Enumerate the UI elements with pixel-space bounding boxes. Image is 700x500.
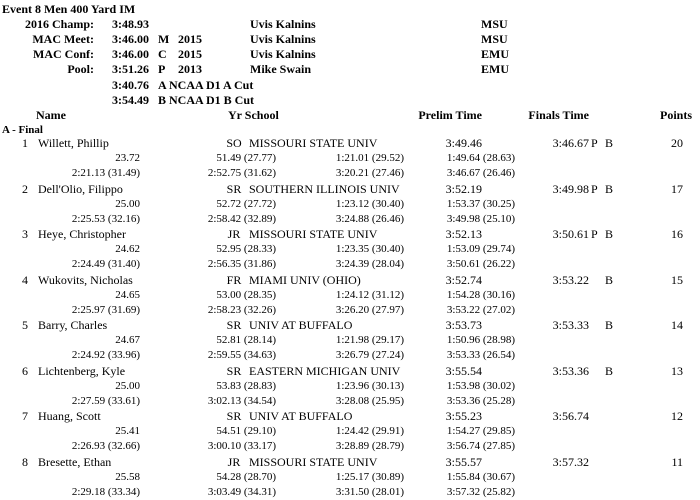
split-time: 2:25.97 (31.69) bbox=[71, 303, 140, 316]
prelim-time: 3:55.23 bbox=[445, 409, 482, 423]
split-time: 53.00 (28.35) bbox=[216, 288, 276, 301]
split-time: 1:54.28 (30.16) bbox=[446, 288, 515, 301]
place: 6 bbox=[22, 363, 28, 378]
finals-time: 3:50.61 bbox=[552, 227, 589, 241]
split-time: 2:27.59 (33.61) bbox=[71, 394, 140, 407]
split-time: 1:54.27 (29.85) bbox=[446, 425, 515, 437]
record-school: EMU bbox=[481, 47, 509, 61]
split-time: 2:21.13 (31.49) bbox=[71, 167, 140, 179]
record-school: MSU bbox=[481, 32, 508, 46]
swimmer-year: SR bbox=[226, 181, 242, 196]
record-holder: Uvis Kalnins bbox=[250, 17, 316, 31]
split-time: 52.81 (28.14) bbox=[216, 334, 276, 346]
place: 8 bbox=[22, 454, 28, 469]
col-header-finals: Finals Time bbox=[528, 108, 589, 122]
event-title: Event 8 Men 400 Yard IM bbox=[2, 2, 136, 16]
prelim-time: 3:52.74 bbox=[445, 272, 482, 287]
swimmer-year: SO bbox=[226, 136, 242, 150]
record-year: 2013 bbox=[178, 62, 202, 76]
swimmer-school: MISSOURI STATE UNIV bbox=[249, 136, 378, 150]
split-time: 2:56.35 (31.86) bbox=[207, 258, 276, 270]
finals-time: 3:46.67 bbox=[552, 136, 589, 150]
cut-code: B bbox=[605, 272, 614, 287]
split-time: 25.58 bbox=[115, 470, 140, 483]
split-time: 3:53.22 (27.02) bbox=[446, 303, 515, 316]
swimmer-name: Dell'Olio, Filippo bbox=[38, 181, 123, 196]
record-holder: Uvis Kalnins bbox=[250, 47, 316, 61]
cut-time: 3:54.49 bbox=[112, 93, 149, 107]
split-time: 2:58.42 (32.89) bbox=[207, 212, 276, 225]
split-time: 3:28.89 (28.79) bbox=[335, 440, 404, 452]
pool-flag: P bbox=[591, 181, 598, 196]
split-time: 2:58.23 (32.26) bbox=[207, 303, 276, 316]
split-time: 1:55.84 (30.67) bbox=[446, 470, 515, 483]
record-year: 2015 bbox=[178, 32, 202, 46]
swimmer-year: SR bbox=[226, 363, 242, 378]
swimmer-school: MISSOURI STATE UNIV bbox=[249, 227, 378, 241]
split-time: 2:29.18 (33.34) bbox=[71, 485, 140, 498]
split-time: 24.67 bbox=[115, 334, 140, 346]
record-school: EMU bbox=[481, 62, 509, 76]
record-time: 3:48.93 bbox=[112, 17, 149, 31]
record-label: MAC Meet: bbox=[32, 32, 94, 46]
prelim-time: 3:55.57 bbox=[445, 454, 482, 469]
split-time: 3:49.98 (25.10) bbox=[446, 212, 515, 225]
split-time: 1:21.01 (29.52) bbox=[335, 152, 404, 164]
split-time: 3:26.20 (27.97) bbox=[335, 303, 404, 316]
split-time: 1:49.64 (28.63) bbox=[446, 152, 515, 164]
split-time: 3:46.67 (26.46) bbox=[446, 167, 515, 179]
split-time: 3:53.36 (25.28) bbox=[446, 394, 515, 407]
swimmer-school: EASTERN MICHIGAN UNIV bbox=[249, 363, 401, 378]
place: 1 bbox=[22, 136, 28, 150]
swimmer-year: JR bbox=[227, 227, 241, 241]
cut-code: B bbox=[605, 318, 614, 332]
record-time: 3:51.26 bbox=[112, 62, 149, 76]
split-time: 2:59.55 (34.63) bbox=[207, 349, 276, 361]
split-time: 25.00 bbox=[115, 379, 140, 392]
finals-time: 3:53.36 bbox=[552, 363, 589, 378]
swimmer-name: Wukovits, Nicholas bbox=[38, 272, 133, 287]
split-time: 2:24.92 (33.96) bbox=[71, 349, 140, 361]
split-time: 3:53.33 (26.54) bbox=[446, 349, 515, 361]
finals-time: 3:53.22 bbox=[552, 272, 589, 287]
record-holder: Mike Swain bbox=[250, 62, 312, 76]
split-time: 54.28 (28.70) bbox=[216, 470, 276, 483]
swimmer-school: MIAMI UNIV (OHIO) bbox=[249, 272, 361, 287]
swimmer-name: Barry, Charles bbox=[38, 318, 108, 332]
record-time: 3:46.00 bbox=[112, 47, 149, 61]
cut-label: B NCAA D1 B Cut bbox=[158, 93, 255, 107]
cut-code: B bbox=[605, 136, 614, 150]
split-time: 25.00 bbox=[115, 197, 140, 210]
record-label: MAC Conf: bbox=[33, 47, 94, 61]
points: 20 bbox=[671, 136, 683, 150]
split-time: 3:56.74 (27.85) bbox=[446, 440, 515, 452]
swimmer-name: Lichtenberg, Kyle bbox=[38, 363, 126, 378]
split-time: 52.72 (27.72) bbox=[216, 197, 276, 210]
finals-time: 3:53.33 bbox=[552, 318, 589, 332]
swimmer-school: SOUTHERN ILLINOIS UNIV bbox=[249, 181, 400, 196]
split-time: 3:20.21 (27.46) bbox=[335, 167, 404, 179]
split-time: 3:31.50 (28.01) bbox=[335, 485, 404, 498]
swimmer-year: SR bbox=[226, 318, 242, 332]
cut-code: B bbox=[605, 363, 614, 378]
split-time: 1:23.35 (30.40) bbox=[335, 243, 404, 255]
col-header-yr-school: Yr School bbox=[228, 108, 279, 122]
split-time: 24.65 bbox=[115, 288, 140, 301]
pool-flag: P bbox=[591, 136, 598, 150]
split-time: 3:50.61 (26.22) bbox=[446, 258, 515, 270]
points: 13 bbox=[671, 363, 683, 378]
prelim-time: 3:53.73 bbox=[445, 318, 482, 332]
swimmer-school: UNIV AT BUFFALO bbox=[249, 318, 353, 332]
points: 15 bbox=[671, 272, 683, 287]
split-time: 2:52.75 (31.62) bbox=[207, 167, 276, 179]
cut-code: B bbox=[605, 227, 614, 241]
split-time: 1:50.96 (28.98) bbox=[446, 334, 515, 346]
swimmer-name: Willett, Phillip bbox=[38, 136, 109, 150]
record-label: Pool: bbox=[67, 62, 94, 76]
split-time: 52.95 (28.33) bbox=[216, 243, 276, 255]
split-time: 1:53.09 (29.74) bbox=[446, 243, 515, 255]
split-time: 51.49 (27.77) bbox=[216, 152, 276, 164]
split-time: 1:24.12 (31.12) bbox=[335, 288, 404, 301]
split-time: 25.41 bbox=[115, 425, 140, 437]
record-school: MSU bbox=[481, 17, 508, 31]
swimmer-school: UNIV AT BUFFALO bbox=[249, 409, 353, 423]
split-time: 54.51 (29.10) bbox=[216, 425, 276, 437]
swimmer-school: MISSOURI STATE UNIV bbox=[249, 454, 378, 469]
split-time: 3:24.88 (26.46) bbox=[335, 212, 404, 225]
finals-time: 3:57.32 bbox=[552, 454, 589, 469]
finals-time: 3:49.98 bbox=[552, 181, 589, 196]
prelim-time: 3:49.46 bbox=[445, 136, 482, 150]
split-time: 2:24.49 (31.40) bbox=[71, 258, 140, 270]
split-time: 3:02.13 (34.54) bbox=[207, 394, 276, 407]
split-time: 1:24.42 (29.91) bbox=[335, 425, 404, 437]
place: 2 bbox=[22, 181, 28, 196]
section-title: A - Final bbox=[2, 124, 43, 136]
prelim-time: 3:55.54 bbox=[445, 363, 482, 378]
split-time: 23.72 bbox=[115, 152, 140, 164]
split-time: 2:25.53 (32.16) bbox=[71, 212, 140, 225]
finals-time: 3:56.74 bbox=[552, 409, 589, 423]
points: 17 bbox=[671, 181, 683, 196]
split-time: 1:21.98 (29.17) bbox=[335, 334, 404, 346]
split-time: 3:24.39 (28.04) bbox=[335, 258, 404, 270]
cut-label: A NCAA D1 A Cut bbox=[158, 78, 254, 92]
split-time: 1:53.37 (30.25) bbox=[446, 197, 515, 210]
record-code: C bbox=[158, 47, 167, 61]
prelim-time: 3:52.13 bbox=[445, 227, 482, 241]
swimmer-year: FR bbox=[226, 272, 242, 287]
split-time: 2:26.93 (32.66) bbox=[71, 440, 140, 452]
place: 4 bbox=[22, 272, 28, 287]
swimmer-name: Huang, Scott bbox=[38, 409, 101, 423]
split-time: 3:03.49 (34.31) bbox=[207, 485, 276, 498]
prelim-time: 3:52.19 bbox=[445, 181, 482, 196]
record-label: 2016 Champ: bbox=[24, 17, 94, 31]
split-time: 24.62 bbox=[115, 243, 140, 255]
record-code: P bbox=[158, 62, 166, 76]
split-time: 1:23.96 (30.13) bbox=[335, 379, 404, 392]
split-time: 3:57.32 (25.82) bbox=[446, 485, 515, 498]
cut-time: 3:40.76 bbox=[112, 78, 149, 92]
split-time: 3:28.08 (25.95) bbox=[335, 394, 404, 407]
points: 14 bbox=[671, 318, 683, 332]
split-time: 1:25.17 (30.89) bbox=[335, 470, 404, 483]
col-header-name: Name bbox=[36, 108, 66, 122]
place: 5 bbox=[22, 318, 28, 332]
split-time: 1:53.98 (30.02) bbox=[446, 379, 515, 392]
swimmer-year: JR bbox=[227, 454, 241, 469]
points: 16 bbox=[671, 227, 683, 241]
swimmer-year: SR bbox=[226, 409, 242, 423]
record-year: 2015 bbox=[178, 47, 202, 61]
points: 12 bbox=[671, 409, 683, 423]
swimmer-name: Heye, Christopher bbox=[38, 227, 126, 241]
pool-flag: P bbox=[591, 227, 598, 241]
col-header-prelim: Prelim Time bbox=[418, 108, 482, 122]
record-holder: Uvis Kalnins bbox=[250, 32, 316, 46]
points: 11 bbox=[671, 454, 683, 469]
record-time: 3:46.00 bbox=[112, 32, 149, 46]
cut-code: B bbox=[605, 181, 614, 196]
swimmer-name: Bresette, Ethan bbox=[38, 454, 112, 469]
split-time: 1:23.12 (30.40) bbox=[335, 197, 404, 210]
split-time: 3:26.79 (27.24) bbox=[335, 349, 404, 361]
place: 7 bbox=[22, 409, 28, 423]
place: 3 bbox=[22, 227, 28, 241]
col-header-points: Points bbox=[659, 108, 692, 122]
split-time: 3:00.10 (33.17) bbox=[207, 440, 276, 452]
split-time: 53.83 (28.83) bbox=[216, 379, 276, 392]
record-code: M bbox=[158, 32, 170, 46]
